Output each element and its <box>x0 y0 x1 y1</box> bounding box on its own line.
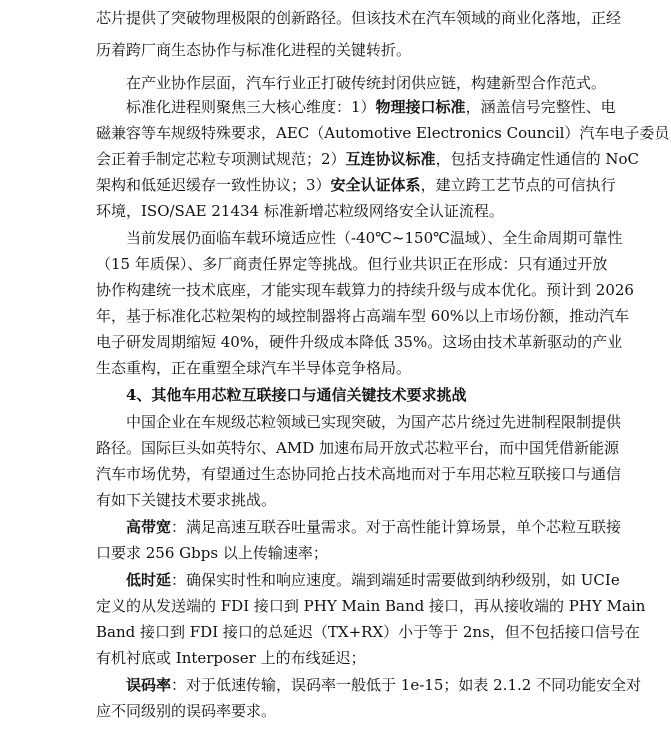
paragraph-line: 中国企业在车规级芯粒领域已实现突破，为国产芯片绕过先进制程限制提供 <box>126 413 622 431</box>
paragraph-line: 协作构建统一技术底座，才能实现车载算力的持续升级与成本优化。预计到 2026 <box>96 281 634 299</box>
paragraph-line: 磁兼容等车规级特殊要求，AEC（Automotive Electronics Council）汽车电子委员 <box>96 124 670 142</box>
paragraph-line: 误码率：对于低速传输，误码率一般低于 1e-15；如表 2.1.2 不同功能安全对 <box>126 676 642 694</box>
paragraph-line: 在产业协作层面，汽车行业正打破传统封闭供应链，构建新型合作范式。 <box>126 74 607 92</box>
paragraph-line: 有如下关键技术要求挑战。 <box>96 491 277 509</box>
paragraph-line: 电子研发周期缩短 40%，硬件升级成本降低 35%。这场由技术革新驱动的产业 <box>96 333 623 351</box>
bold-term: 高带宽 <box>126 518 172 536</box>
bold-term: 低时延 <box>126 571 172 589</box>
paragraph-line: 有机衬底或 Interposer 上的布线延迟； <box>96 649 366 667</box>
paragraph-line: 口要求 256 Gbps 以上传输速率； <box>96 544 328 562</box>
paragraph-line: 路径。国际巨头如英特尔、AMD 加速布局开放式芯粒平台，而中国凭借新能源 <box>96 439 619 457</box>
paragraph-line: 高带宽：满足高速互联吞吐量需求。对于高性能计算场景，单个芯粒互联接 <box>126 518 622 536</box>
paragraph-line: 架构和低延迟缓存一致性协议；3）安全认证体系，建立跨工艺节点的可信执行 <box>96 176 616 194</box>
paragraph-line: 芯片提供了突破物理极限的创新路径。但该技术在汽车领域的商业化落地，正经 <box>96 9 622 27</box>
section-heading: 4、其他车用芯粒互联接口与通信关键技术要求挑战 <box>126 386 467 404</box>
paragraph-line: 定义的从发送端的 FDI 接口到 PHY Main Band 接口，再从接收端的 PHY Main <box>96 597 646 615</box>
paragraph-line: 年，基于标准化芯粒架构的域控制器将占高端车型 60%以上市场份额，推动汽车 <box>96 307 630 325</box>
paragraph-line: 当前发展仍面临车载环境适应性（-40℃~150℃温域）、全生命周期可靠性 <box>126 229 623 247</box>
bold-term: 物理接口标准 <box>375 98 466 116</box>
bold-term: 安全认证体系 <box>330 176 421 194</box>
paragraph-line: 应不同级别的误码率要求。 <box>96 702 277 720</box>
bold-term: 误码率 <box>126 676 172 694</box>
paragraph-line: （15 年质保）、多厂商责任界定等挑战。但行业共识正在形成：只有通过开放 <box>96 255 608 273</box>
bold-term: 互连协议标准 <box>345 150 436 168</box>
paragraph-line: 环境，ISO/SAE 21434 标准新增芯粒级网络安全认证流程。 <box>96 202 504 220</box>
paragraph-line: 生态重构，正在重塑全球汽车半导体竞争格局。 <box>96 359 412 377</box>
paragraph-line: 会正着手制定芯粒专项测试规范；2）互连协议标准，包括支持确定性通信的 NoC <box>96 150 639 168</box>
paragraph-line: Band 接口到 FDI 接口的总延迟（TX+RX）小于等于 2ns，但不包括接口信号在 <box>96 623 640 641</box>
paragraph-line: 标准化进程则聚焦三大核心维度：1）物理接口标准，涵盖信号完整性、电 <box>126 98 616 116</box>
paragraph-line: 汽车市场优势，有望通过生态协同抢占技术高地而对于车用芯粒互联接口与通信 <box>96 465 622 483</box>
paragraph-line: 历着跨厂商生态协作与标准化进程的关键转折。 <box>96 41 412 59</box>
paragraph-line: 低时延：确保实时性和响应速度。端到端延时需要做到纳秒级别，如 UCIe <box>126 571 620 589</box>
